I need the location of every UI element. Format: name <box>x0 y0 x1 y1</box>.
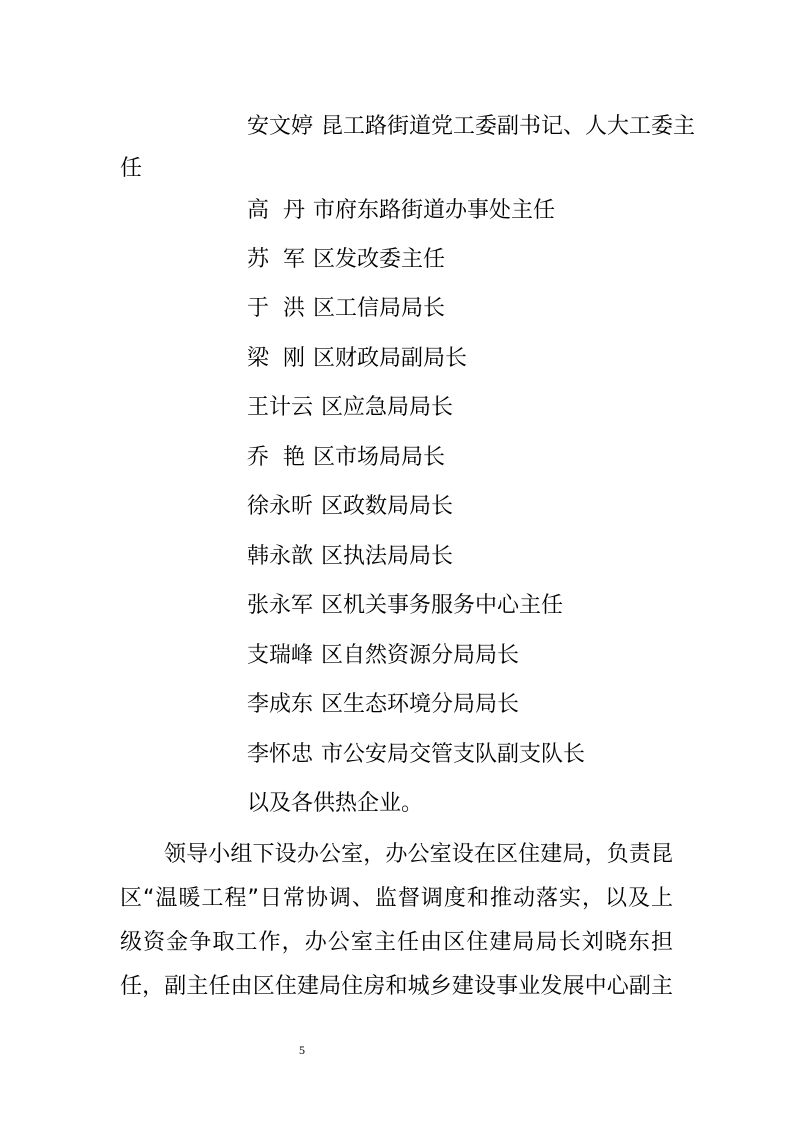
member-name: 徐永昕 <box>247 494 314 519</box>
member-title: 区工信局局长 <box>313 296 446 321</box>
member-name: 支瑞峰 <box>247 643 314 668</box>
closing-line: 以及各供热企业。 <box>247 791 424 816</box>
member-title: 区政数局局长 <box>321 494 454 519</box>
member-line <box>247 691 519 719</box>
paragraph-line: 级资金争取工作，办公室主任由区住建局局长刘晓东担 <box>120 930 673 955</box>
member-name: 于 洪 <box>247 296 305 321</box>
member-line <box>247 246 445 274</box>
member-line <box>247 394 453 422</box>
member-line <box>247 741 585 769</box>
member-line <box>247 295 445 323</box>
member-name: 韩永歆 <box>247 544 314 569</box>
paragraph-line: 区“温暖工程”日常协调、监督调度和推动落实，以及上 <box>120 886 673 911</box>
member-title: 区市场局局长 <box>313 445 446 470</box>
member-title: 区财政局副局长 <box>313 346 468 371</box>
member-name: 王计云 <box>247 395 314 420</box>
page-number: 5 <box>299 1043 305 1057</box>
member-name: 梁 刚 <box>247 346 305 371</box>
member-title-continuation: 任 <box>120 156 143 181</box>
member-line <box>247 345 467 373</box>
member-line <box>247 543 453 571</box>
member-name: 高 丹 <box>247 198 305 223</box>
member-line <box>247 493 453 521</box>
member-line <box>247 197 555 225</box>
member-line <box>247 642 519 670</box>
member-title: 区发改委主任 <box>313 247 446 272</box>
member-line <box>247 113 695 141</box>
member-name: 李成东 <box>247 692 314 717</box>
member-name: 张永军 <box>247 593 314 618</box>
member-name: 安文婷 <box>247 114 314 139</box>
member-line <box>247 592 563 620</box>
member-line <box>247 444 445 472</box>
member-title: 区生态环境分局局长 <box>321 692 520 717</box>
member-title: 区自然资源分局局长 <box>321 643 520 668</box>
paragraph-line: 领导小组下设办公室，办公室设在区住建局，负责昆 <box>164 842 673 867</box>
member-title: 昆工路街道党工委副书记、人大工委主 <box>321 114 696 139</box>
member-title: 区机关事务服务中心主任 <box>321 593 564 618</box>
member-title: 区执法局局长 <box>321 544 454 569</box>
member-title: 市公安局交管支队副支队长 <box>321 742 586 767</box>
paragraph-line: 任，副主任由区住建局住房和城乡建设事业发展中心副主 <box>120 974 673 999</box>
member-name: 李怀忠 <box>247 742 314 767</box>
member-name: 乔 艳 <box>247 445 305 470</box>
member-title: 区应急局局长 <box>321 395 454 420</box>
member-name: 苏 军 <box>247 247 305 272</box>
member-title: 市府东路街道办事处主任 <box>313 198 556 223</box>
